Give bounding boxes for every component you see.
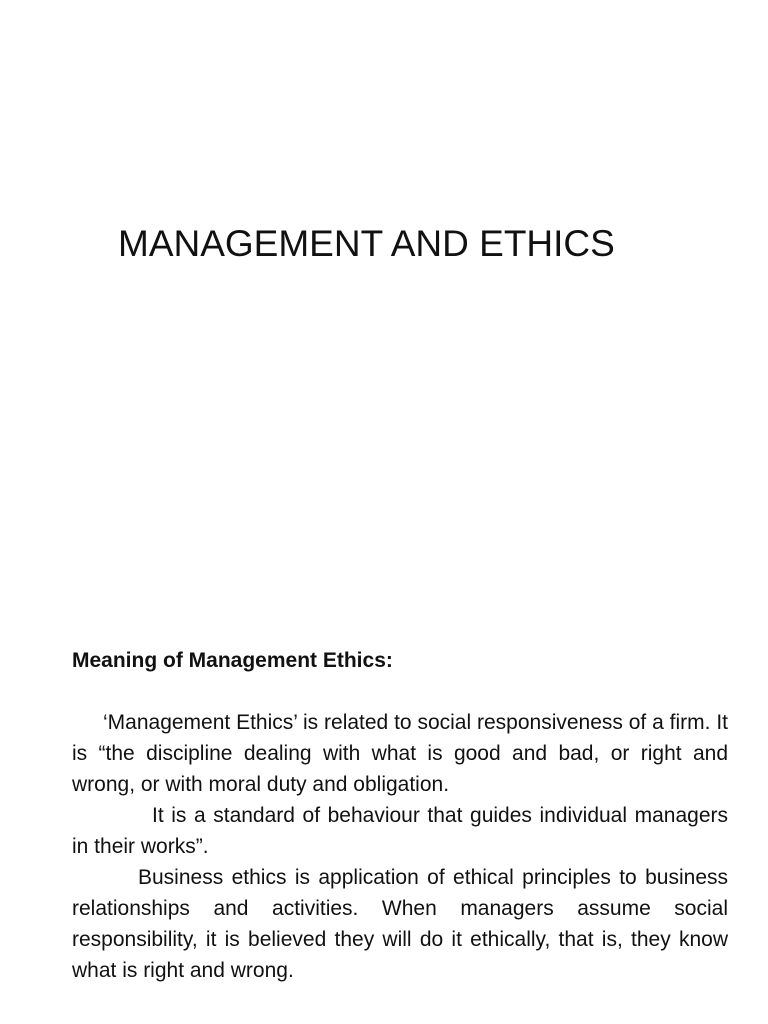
paragraph-1: ‘Management Ethics’ is related to social responsiveness of a firm. It is “the discipline dealing with what is good and bad, or right and wrong, or with moral duty and obligation. [72, 711, 728, 796]
paragraph-3: Business ethics is application of ethical principles to business relationships and activities. When managers assume social responsibility, it is believed they will do it ethically, that is, they know what is right and wrong. [72, 866, 728, 982]
paragraph-2: It is a standard of behaviour that guides individual managers in their works”. [72, 804, 728, 858]
page-title: MANAGEMENT AND ETHICS [118, 223, 615, 264]
section-heading: Meaning of Management Ethics: [72, 649, 393, 672]
meaning-section [72, 645, 728, 986]
paragraph-spacer [72, 676, 728, 707]
